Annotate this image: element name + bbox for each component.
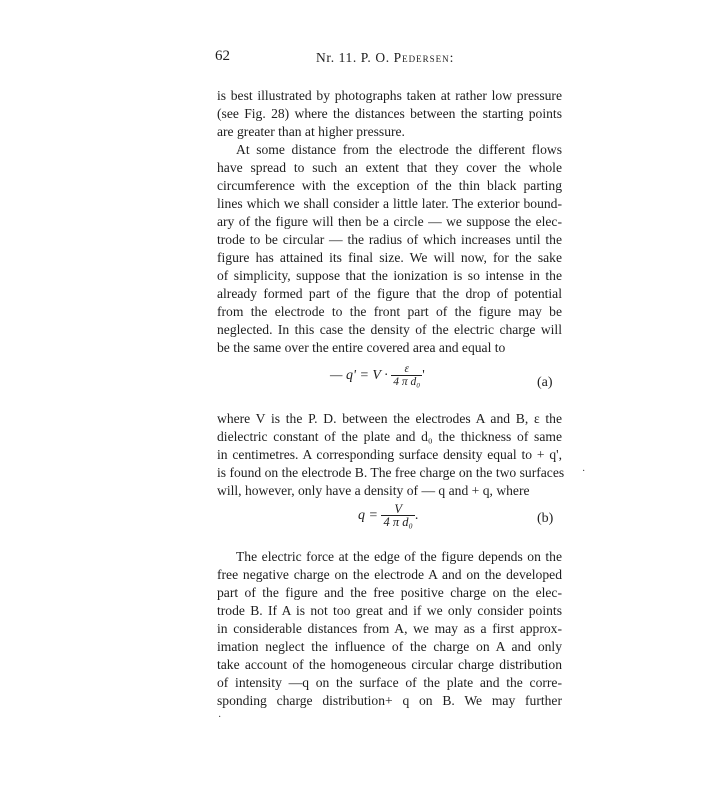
equation-a-fraction (391, 363, 422, 389)
text-line: (see Fig. 28) where the distances between the starting points (217, 106, 562, 121)
text-line: of simplicity, suppose that the ionization is so intense in the (217, 268, 562, 283)
text-line: circumference with the exception of the thin black parting (217, 178, 562, 193)
text-line: will, however, only have a density of — q and + q, where (217, 483, 530, 498)
equation-a-label: (a) (537, 375, 553, 390)
text-line: ary of the figure will then be a circle — we suppose the elec- (217, 214, 562, 229)
equation-a-denominator: 4 π d₀ (393, 376, 421, 388)
text-line: in centimetres. A corresponding surface density equal to + q', (217, 447, 562, 462)
text-line: are greater than at higher pressure. (217, 124, 405, 139)
equation-b-fraction (381, 503, 414, 529)
text-line: take account of the homogeneous circular charge distribution (217, 657, 562, 672)
running-head-prefix: Nr. 11. P. O. (316, 50, 394, 65)
text-line: of intensity —q on the surface of the plate and the corre- (217, 675, 562, 690)
text-line: free negative charge on the electrode A and on the developed (217, 567, 562, 582)
equation-a (330, 363, 425, 389)
text-line: is best illustrated by photographs taken at rather low pressure (217, 88, 562, 103)
text-line: is found on the electrode B. The free charge on the two surfaces (217, 465, 565, 480)
text-line: lines which we shall consider a little later. The exterior bound- (217, 196, 562, 211)
equation-b (358, 503, 418, 529)
text-line: The electric force at the edge of the figure depends on the (236, 549, 562, 564)
stray-mark: · (218, 712, 222, 723)
equation-b-label: (b) (537, 511, 554, 526)
text-line: where V is the P. D. between the electrodes A and B, ε the (217, 411, 562, 426)
text-line: in considerable distances from A, we may as a first approx- (217, 621, 562, 636)
text-line: imation neglect the influence of the charge on A and only (217, 639, 562, 654)
equation-b-tail: . (414, 508, 419, 524)
text-line: trode to be circular — the radius of which increases until the (217, 232, 562, 247)
running-head-author: Pedersen: (393, 50, 455, 65)
equation-b-numerator: V (394, 502, 402, 516)
text-line: already formed part of the figure that the drop of potential (217, 286, 562, 301)
text-line: neglected. In this case the density of the electric charge will (217, 322, 562, 337)
stray-mark: · (582, 466, 586, 477)
equation-a-numerator: ε (404, 363, 409, 375)
equation-a-lhs: — q' = V · (330, 368, 388, 384)
text-line: trode B. If A is not too great and if we only consider points (217, 603, 562, 618)
page-number: 62 (215, 48, 230, 64)
running-head (316, 50, 454, 66)
equation-b-denominator: 4 π d₀ (383, 515, 413, 529)
text-line: dielectric constant of the plate and d₀ the thickness of same (217, 429, 562, 444)
equation-a-tail: ' (422, 368, 425, 384)
text-line: have spread to such an extent that they cover the whole (217, 160, 562, 175)
equation-b-lhs: q = (358, 508, 378, 524)
text-line: sponding charge distribution+ q on B. We may further (217, 693, 562, 708)
text-line: part of the figure and the free positive charge on the elec- (217, 585, 562, 600)
text-line: figure has attained its final size. We will now, for the sake (217, 250, 562, 265)
page-header (0, 42, 728, 66)
text-line: At some distance from the electrode the different flows (236, 142, 562, 157)
text-line: be the same over the entire covered area and equal to (217, 340, 506, 355)
text-line: from the electrode to the front part of the figure may be (217, 304, 562, 319)
